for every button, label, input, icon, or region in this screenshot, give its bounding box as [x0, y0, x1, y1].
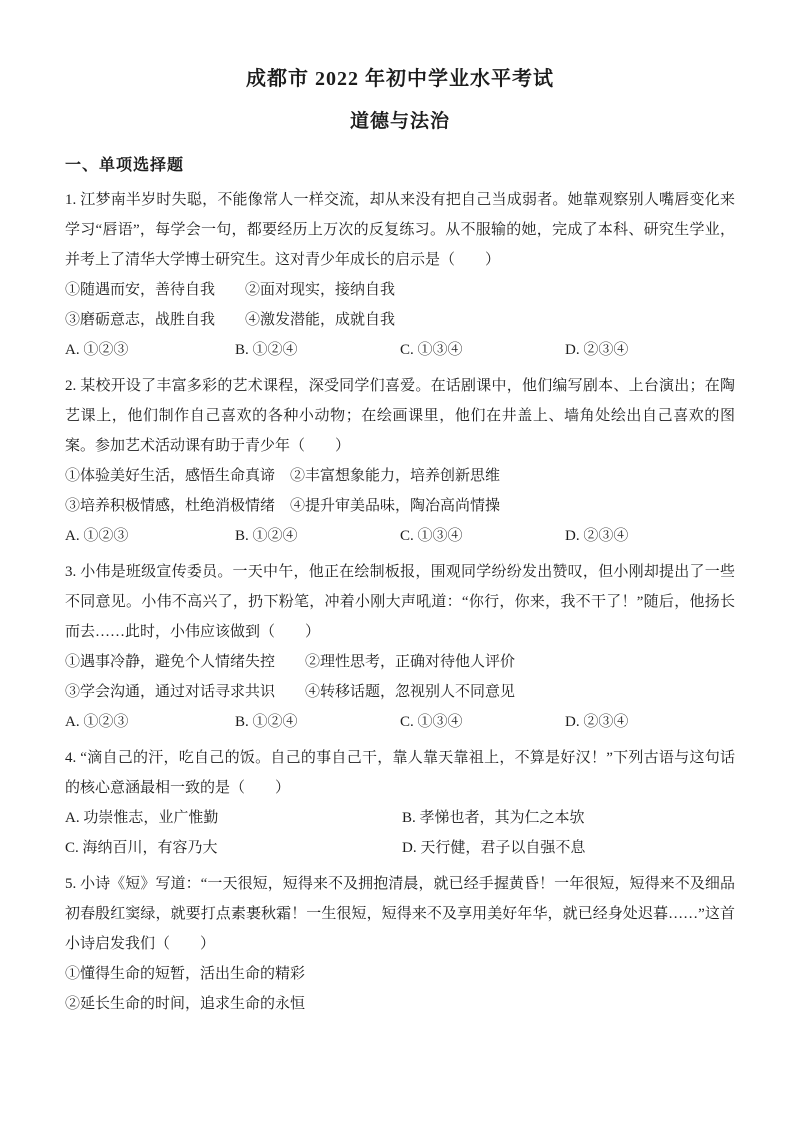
page-title: 成都市 2022 年初中学业水平考试 — [246, 68, 554, 90]
question-1-choice-a: A. ①②③ — [65, 342, 129, 358]
question-2-choice-c: C. ①③④ — [400, 528, 463, 544]
question-5-option-line-1: ①懂得生命的短暂，活出生命的精彩 — [65, 966, 306, 982]
question-1-choices — [65, 335, 735, 365]
question-1-option-line-1: ①随遇而安，善待自我 ②面对现实，接纳自我 — [65, 282, 396, 298]
question-2-choice-d: D. ②③④ — [565, 528, 629, 544]
question-3-option-line-2: ③学会沟通，通过对话寻求共识 ④转移话题，忽视别人不同意见 — [65, 684, 516, 700]
question-1-stem: 1. 江梦南半岁时失聪，不能像常人一样交流，却从来没有把自己当成弱者。她靠观察别人嘴唇变化来学习“唇语”，每学会一句，都要经历上万次的反复练习。从不服输的她，完成了本科、研究生学业，并考上了清华大学博士研究生。这对青少年成长的启示是（ ） — [65, 192, 735, 268]
question-4-choice-d: D. 天行健，君子以自强不息 — [402, 840, 586, 856]
question-4-choice-c: C. 海纳百川，有容乃大 — [65, 840, 218, 856]
question-2 — [65, 371, 735, 551]
question-2-choice-b: B. ①②④ — [235, 528, 298, 544]
question-3-option-line-1: ①遇事冷静，避免个人情绪失控 ②理性思考，正确对待他人评价 — [65, 654, 516, 670]
question-1-choice-d: D. ②③④ — [565, 342, 629, 358]
question-1 — [65, 185, 735, 365]
question-4-choice-a: A. 功崇惟志，业广惟勤 — [65, 810, 219, 826]
question-2-option-line-1: ①体验美好生活，感悟生命真谛 ②丰富想象能力，培养创新思维 — [65, 468, 501, 484]
question-1-choice-b: B. ①②④ — [235, 342, 298, 358]
question-3 — [65, 557, 735, 737]
question-1-option-line-2: ③磨砺意志，战胜自我 ④激发潜能，成就自我 — [65, 312, 396, 328]
question-3-choice-b: B. ①②④ — [235, 714, 298, 730]
question-3-choice-d: D. ②③④ — [565, 714, 629, 730]
question-2-choices — [65, 521, 735, 551]
question-3-choices — [65, 707, 735, 737]
question-5-option-line-2: ②延长生命的时间，追求生命的永恒 — [65, 996, 306, 1012]
question-3-choice-a: A. ①②③ — [65, 714, 129, 730]
question-2-choice-a: A. ①②③ — [65, 528, 129, 544]
page-subtitle: 道德与法治 — [349, 111, 450, 132]
question-3-choice-c: C. ①③④ — [400, 714, 463, 730]
question-4-choices — [65, 803, 735, 863]
question-2-stem: 2. 某校开设了丰富多彩的艺术课程，深受同学们喜爱。在话剧课中，他们编写剧本、上台演出；在陶艺课上，他们制作自己喜欢的各种小动物；在绘画课里，他们在井盖上、墙角处绘出自己喜欢的图案。参加艺术活动课有助于青少年（ ） — [65, 378, 735, 454]
question-5 — [65, 869, 735, 1019]
question-5-stem: 5. 小诗《短》写道：“一天很短，短得来不及拥抱清晨，就已经手握黄昏！一年很短，短得来不及细品初春殷红窦绿，就要打点素裹秋霜！一生很短，短得来不及享用美好年华，就已经身处迟暮……”这首小诗启发我们（ ） — [65, 876, 735, 952]
question-4-stem: 4. “滴自己的汗，吃自己的饭。自己的事自己干，靠人靠天靠祖上，不算是好汉！”下列古语与这句话的核心意涵最相一致的是（ ） — [65, 750, 735, 796]
question-1-choice-c: C. ①③④ — [400, 342, 463, 358]
question-4 — [65, 743, 735, 863]
section-heading: 一、单项选择题 — [65, 157, 185, 174]
question-2-option-line-2: ③培养积极情感，杜绝消极情绪 ④提升审美品味，陶冶高尚情操 — [65, 498, 501, 514]
question-3-stem: 3. 小伟是班级宣传委员。一天中午，他正在绘制板报，围观同学纷纷发出赞叹，但小刚却提出了一些不同意见。小伟不高兴了，扔下粉笔，冲着小刚大声吼道：“你行，你来，我不干了！”随后，他扬长而去……此时，小伟应该做到（ ） — [65, 564, 735, 640]
question-4-choice-b: B. 孝悌也者，其为仁之本欤 — [402, 810, 585, 826]
